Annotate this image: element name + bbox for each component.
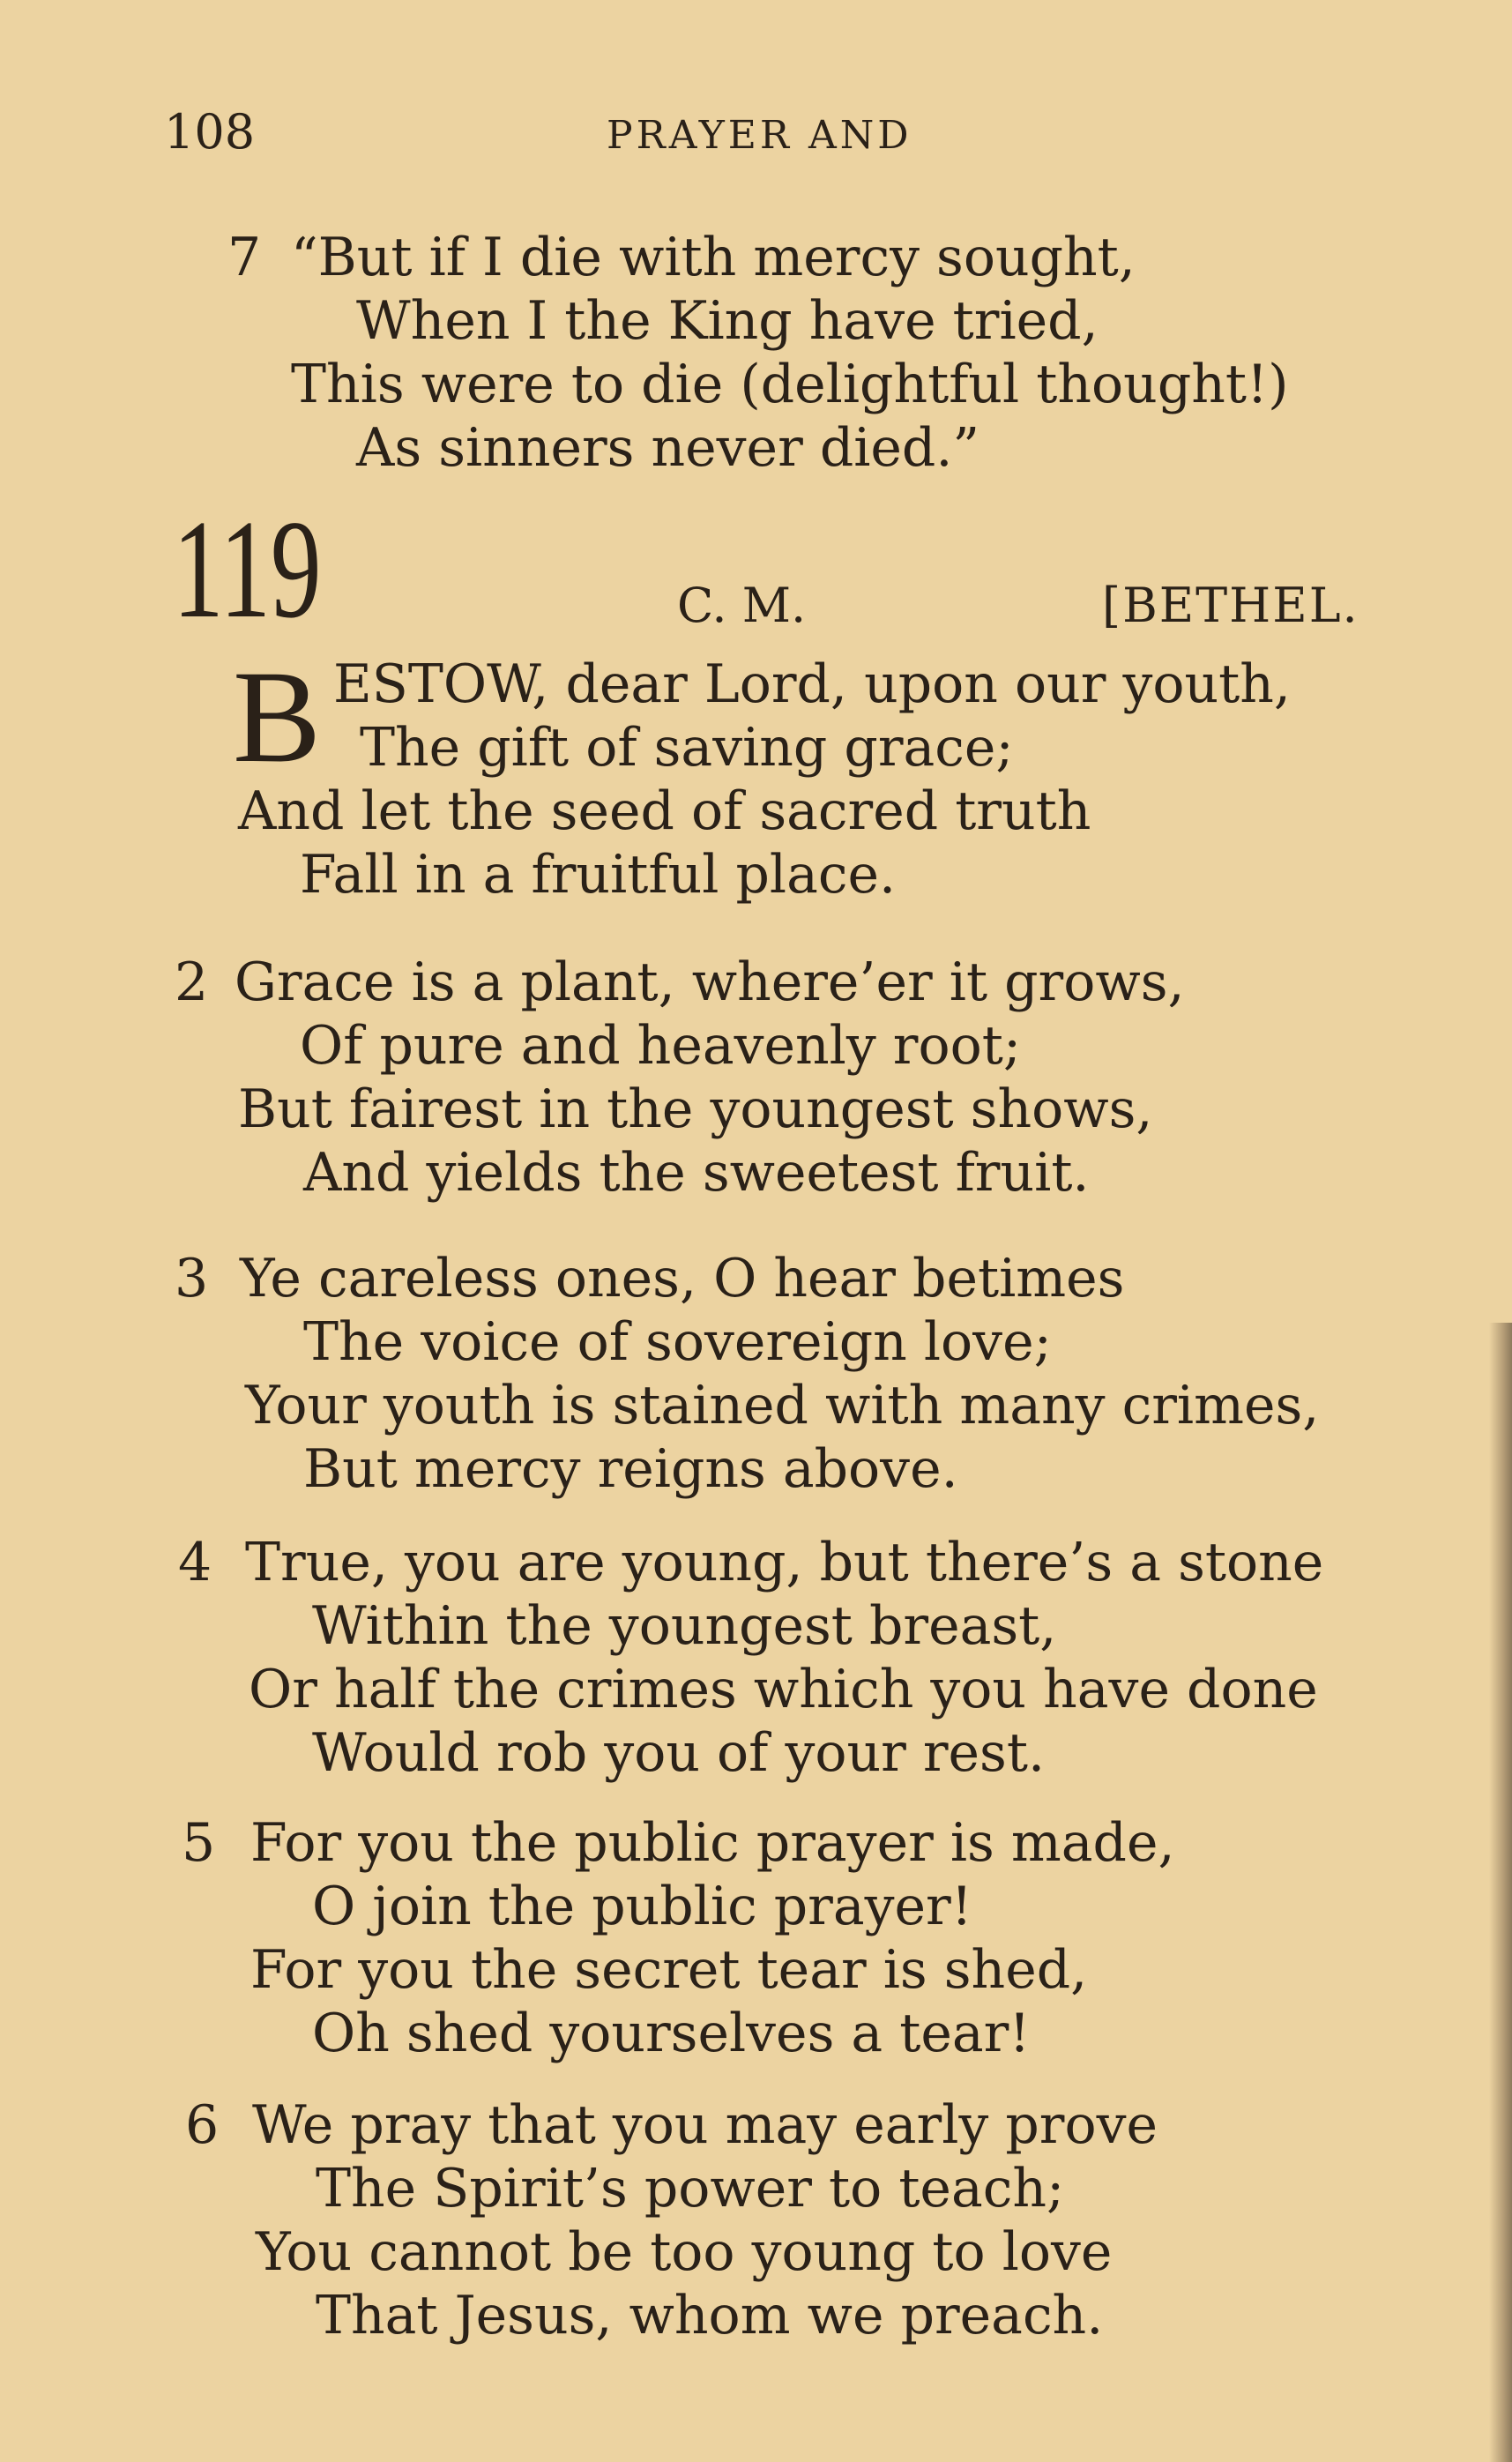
stanza-number: 2 (175, 951, 209, 1013)
verse-line: “But if I die with mercy sought, (291, 227, 1136, 288)
hymn-number: 119 (173, 490, 322, 647)
verse-line: Grace is a plant, where’er it grows, (235, 951, 1185, 1013)
page-edge (1489, 1323, 1512, 2462)
stanza-number: 5 (182, 1812, 216, 1874)
verse-line: Ye careless ones, O hear betimes (240, 1248, 1125, 1309)
verse-line: Oh shed yourselves a tear! (312, 2003, 1031, 2064)
drop-cap: B (233, 644, 322, 790)
verse-line: Would rob you of your rest. (312, 1722, 1046, 1784)
verse-line: O join the public prayer! (312, 1876, 972, 1937)
verse-line: Or half the crimes which you have done (249, 1659, 1318, 1720)
verse-line: For you the public prayer is made, (250, 1812, 1175, 1874)
stanza-number: 3 (175, 1248, 209, 1309)
verse-line: The Spirit’s power to teach; (316, 2158, 1065, 2220)
stanza-number: 6 (185, 2094, 220, 2156)
verse-line: And let the seed of sacred truth (238, 780, 1091, 842)
verse-line: When I the King have tried, (356, 290, 1099, 352)
verse-line: Your youth is stained with many crimes, (245, 1375, 1320, 1436)
verse-line: But mercy reigns above. (303, 1438, 958, 1500)
verse-line: That Jesus, whom we preach. (316, 2285, 1104, 2346)
verse-line: We pray that you may early prove (252, 2094, 1158, 2156)
verse-line: For you the secret tear is shed, (250, 1939, 1088, 2001)
stanza-number: 4 (178, 1532, 212, 1593)
hymn-meter: C. M. (677, 578, 807, 633)
verse-line: And yields the sweetest fruit. (303, 1142, 1090, 1204)
verse-line: True, you are young, but there’s a stone (245, 1532, 1324, 1593)
verse-line: The voice of sovereign love; (303, 1311, 1052, 1373)
verse-line: ESTOW, dear Lord, upon our youth, (333, 653, 1291, 715)
verse-line: Within the youngest breast, (312, 1595, 1057, 1657)
verse-line: As sinners never died.” (356, 417, 980, 479)
page-number: 108 (164, 104, 256, 160)
verse-line: But fairest in the youngest shows, (238, 1078, 1153, 1140)
verse-line: You cannot be too young to love (256, 2221, 1113, 2283)
verse-line: Fall in a fruitful place. (300, 844, 897, 906)
verse-line: This were to die (delightful thought!) (291, 354, 1289, 415)
stanza-number: 7 (227, 227, 262, 288)
running-title: PRAYER AND (607, 113, 912, 158)
tune-name: [BETHEL. (1102, 578, 1359, 633)
verse-line: The gift of saving grace; (360, 717, 1014, 779)
verse-line: Of pure and heavenly root; (300, 1015, 1022, 1077)
